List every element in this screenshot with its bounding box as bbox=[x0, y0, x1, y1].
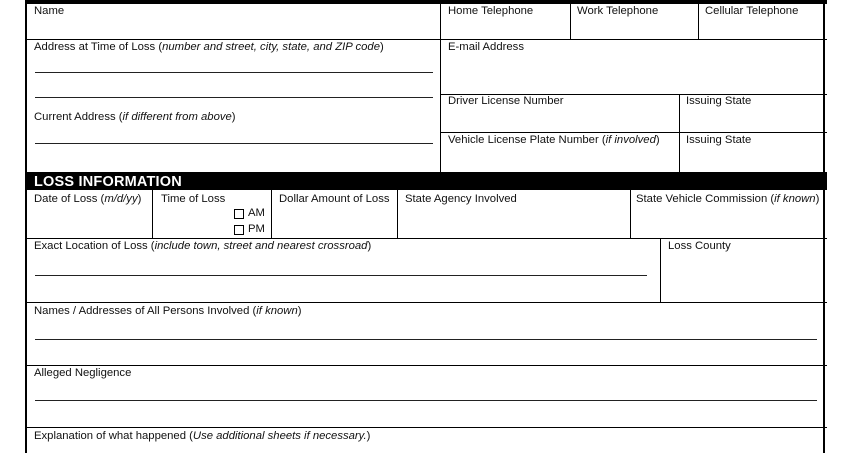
persons-involved-label: Names / Addresses of All Persons Involved (if known) bbox=[34, 305, 302, 317]
time-of-loss-label: Time of Loss bbox=[161, 193, 226, 205]
issuing-state-field[interactable] bbox=[680, 133, 825, 171]
alleged-negligence-label: Alleged Negligence bbox=[34, 367, 132, 379]
loss-county-label: Loss County bbox=[668, 240, 731, 252]
vehicle-commission-label: State Vehicle Commission (if known) bbox=[636, 193, 820, 205]
row-divider bbox=[27, 365, 827, 366]
vehicle-plate-label: Vehicle License Plate Number (if involved) bbox=[448, 134, 660, 146]
persons-involved-line[interactable] bbox=[35, 339, 817, 340]
date-of-loss-label: Date of Loss (m/d/yy) bbox=[34, 193, 142, 205]
vehicle-plate-field[interactable] bbox=[441, 133, 678, 171]
driver-license-field[interactable] bbox=[441, 95, 678, 132]
explanation-label: Explanation of what happened (Use additional sheets if necessary.) bbox=[34, 430, 371, 442]
dollar-amount-field[interactable] bbox=[272, 191, 396, 238]
state-agency-label: State Agency Involved bbox=[405, 193, 517, 205]
name-label: Name bbox=[34, 5, 65, 17]
issuing-state-field[interactable] bbox=[680, 95, 825, 132]
cellular-telephone-label: Cellular Telephone bbox=[705, 5, 799, 17]
alleged-negligence-line[interactable] bbox=[35, 400, 817, 401]
vehicle-commission-field[interactable] bbox=[631, 191, 825, 238]
exact-location-label: Exact Location of Loss (include town, street and nearest crossroad) bbox=[34, 240, 372, 252]
email-field[interactable] bbox=[441, 40, 825, 94]
address-line-2[interactable] bbox=[35, 97, 433, 98]
state-agency-field[interactable] bbox=[398, 191, 629, 238]
exact-location-line[interactable] bbox=[35, 275, 647, 276]
am-checkbox[interactable] bbox=[234, 209, 244, 219]
work-telephone-label: Work Telephone bbox=[577, 5, 659, 17]
pm-label: PM bbox=[248, 223, 265, 235]
dollar-amount-label: Dollar Amount of Loss bbox=[279, 193, 390, 205]
claim-form bbox=[25, 0, 825, 453]
am-label: AM bbox=[248, 207, 265, 219]
name-field[interactable] bbox=[29, 4, 439, 40]
row-divider bbox=[27, 427, 827, 428]
home-telephone-field[interactable] bbox=[441, 4, 569, 40]
section-title: LOSS INFORMATION bbox=[34, 174, 182, 190]
explanation-field[interactable] bbox=[29, 444, 825, 453]
address-at-loss-label: Address at Time of Loss (number and street, city, state, and ZIP code) bbox=[34, 41, 384, 53]
email-label: E-mail Address bbox=[448, 41, 524, 53]
driver-license-label: Driver License Number bbox=[448, 95, 564, 107]
issuing-state-label: Issuing State bbox=[686, 95, 752, 107]
cellular-telephone-field[interactable] bbox=[699, 4, 825, 40]
current-address-label: Current Address (if different from above) bbox=[34, 111, 236, 123]
pm-checkbox[interactable] bbox=[234, 225, 244, 235]
divider bbox=[152, 190, 153, 239]
work-telephone-field[interactable] bbox=[571, 4, 697, 40]
date-of-loss-field[interactable] bbox=[29, 191, 151, 238]
home-telephone-label: Home Telephone bbox=[448, 5, 534, 17]
issuing-state-label: Issuing State bbox=[686, 134, 752, 146]
loss-county-field[interactable] bbox=[661, 239, 825, 302]
current-address-line[interactable] bbox=[35, 143, 433, 144]
row-divider bbox=[27, 302, 827, 303]
address-line-1[interactable] bbox=[35, 72, 433, 73]
